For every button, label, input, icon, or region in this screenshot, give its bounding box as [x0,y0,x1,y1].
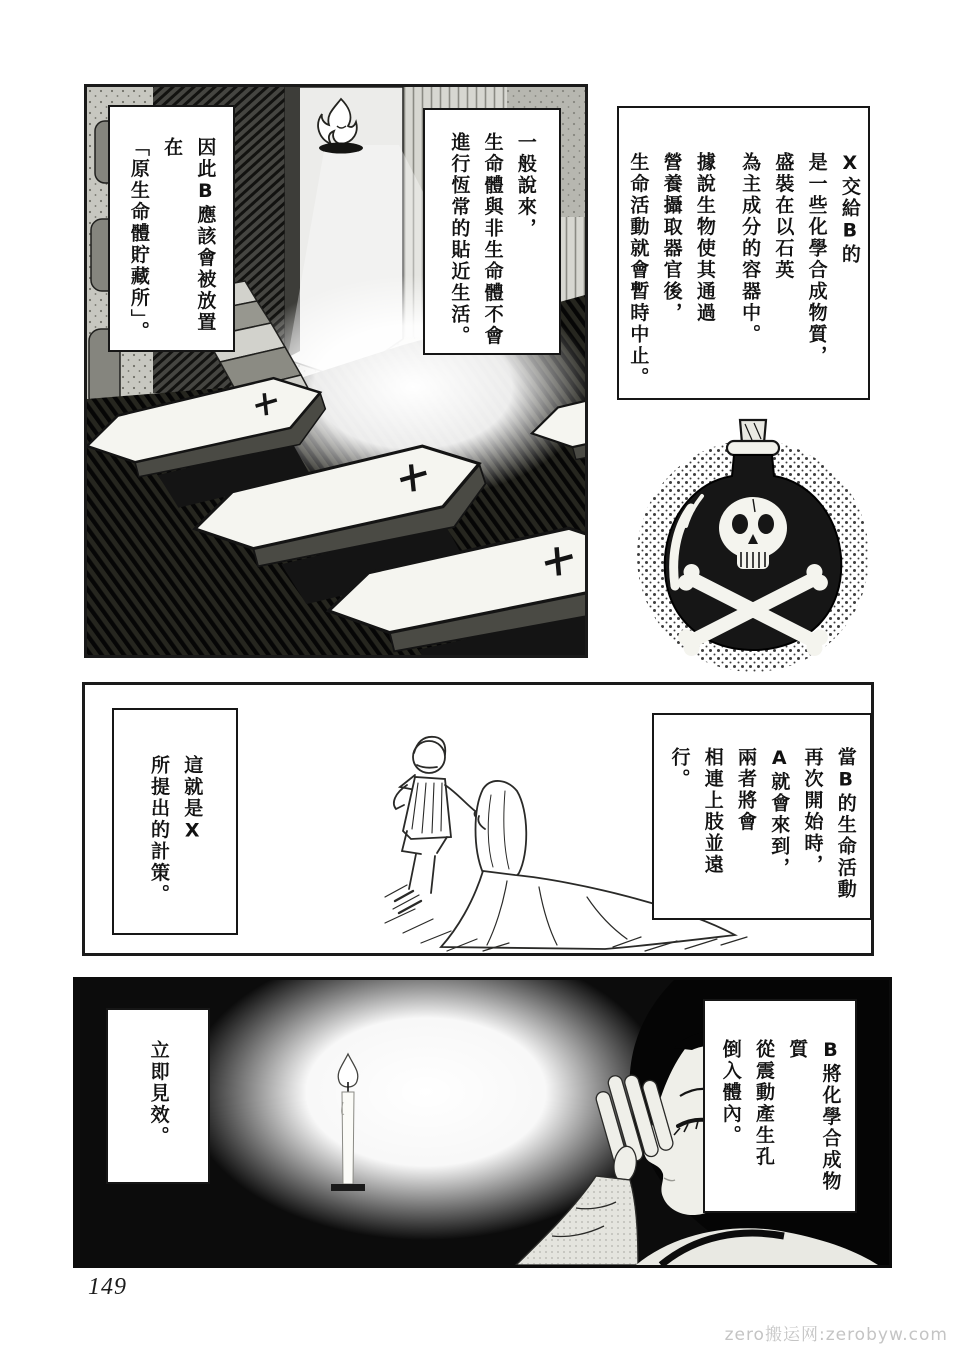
caption-line: 兩者將會 [735,747,757,833]
caption-line: A就會來到， [768,747,791,879]
page-number: 149 [88,1274,127,1300]
caption-line: 再次開始時， [801,747,824,876]
caption-line: 盛裝在以石英 [772,152,795,281]
narration-box-chemical [617,106,870,400]
caption-line: 一般說來， [514,132,537,240]
panel-night [73,977,892,1268]
caption-line: 因此B應該會被放置在 [161,137,217,334]
caption-line: 生命體與非生命體不會 [481,132,504,347]
poison-bottle-illustration [628,416,878,674]
panel-walk [82,682,874,956]
caption-text [714,1039,847,1211]
caption-box-crypt-storage [108,105,235,352]
caption-line: 所提出的計策。 [148,755,170,906]
man-figure [394,737,482,893]
caption-line: 生命活動就會暫時中止。 [627,152,650,389]
caption-line: 從震動產生孔 [753,1039,775,1168]
caption-text [662,747,862,918]
caption-text [442,132,542,353]
caption-line: 據說生物使其通過 [693,152,716,324]
caption-line: 這就是X [181,755,204,844]
caption-box-night-pour [703,999,857,1213]
watermark: zero搬运网:zerobyw.com [724,1325,948,1345]
caption-line: X交給B的 [838,152,861,266]
caption-line: 立即見效。 [147,1040,170,1148]
panel-crypt [84,84,588,658]
caption-line: 相連上肢並遠行。 [668,747,724,876]
caption-line: 為主成分的容器中。 [739,152,762,346]
caption-line: 倒入體內。 [719,1039,742,1147]
caption-line: 「原生命體貯藏所」。 [127,137,150,343]
caption-line: 當B的生命活動 [834,747,857,901]
caption-box-walk-plan [112,708,238,935]
caption-line: 是一些化學合成物質， [805,152,828,367]
caption-line: 進行恆常的貼近生活。 [448,132,471,347]
caption-text [122,137,222,350]
narration-text [621,152,866,398]
caption-line: 營養攝取器官後， [660,152,683,324]
skull-crossbones-icon [628,416,878,674]
caption-box-walk-reunion [652,713,872,920]
caption-line: B將化學合成物質 [786,1039,842,1193]
caption-box-crypt-general [423,108,561,355]
caption-box-night-effect [106,1008,210,1184]
caption-text [141,1040,174,1182]
caption-text [142,755,209,933]
